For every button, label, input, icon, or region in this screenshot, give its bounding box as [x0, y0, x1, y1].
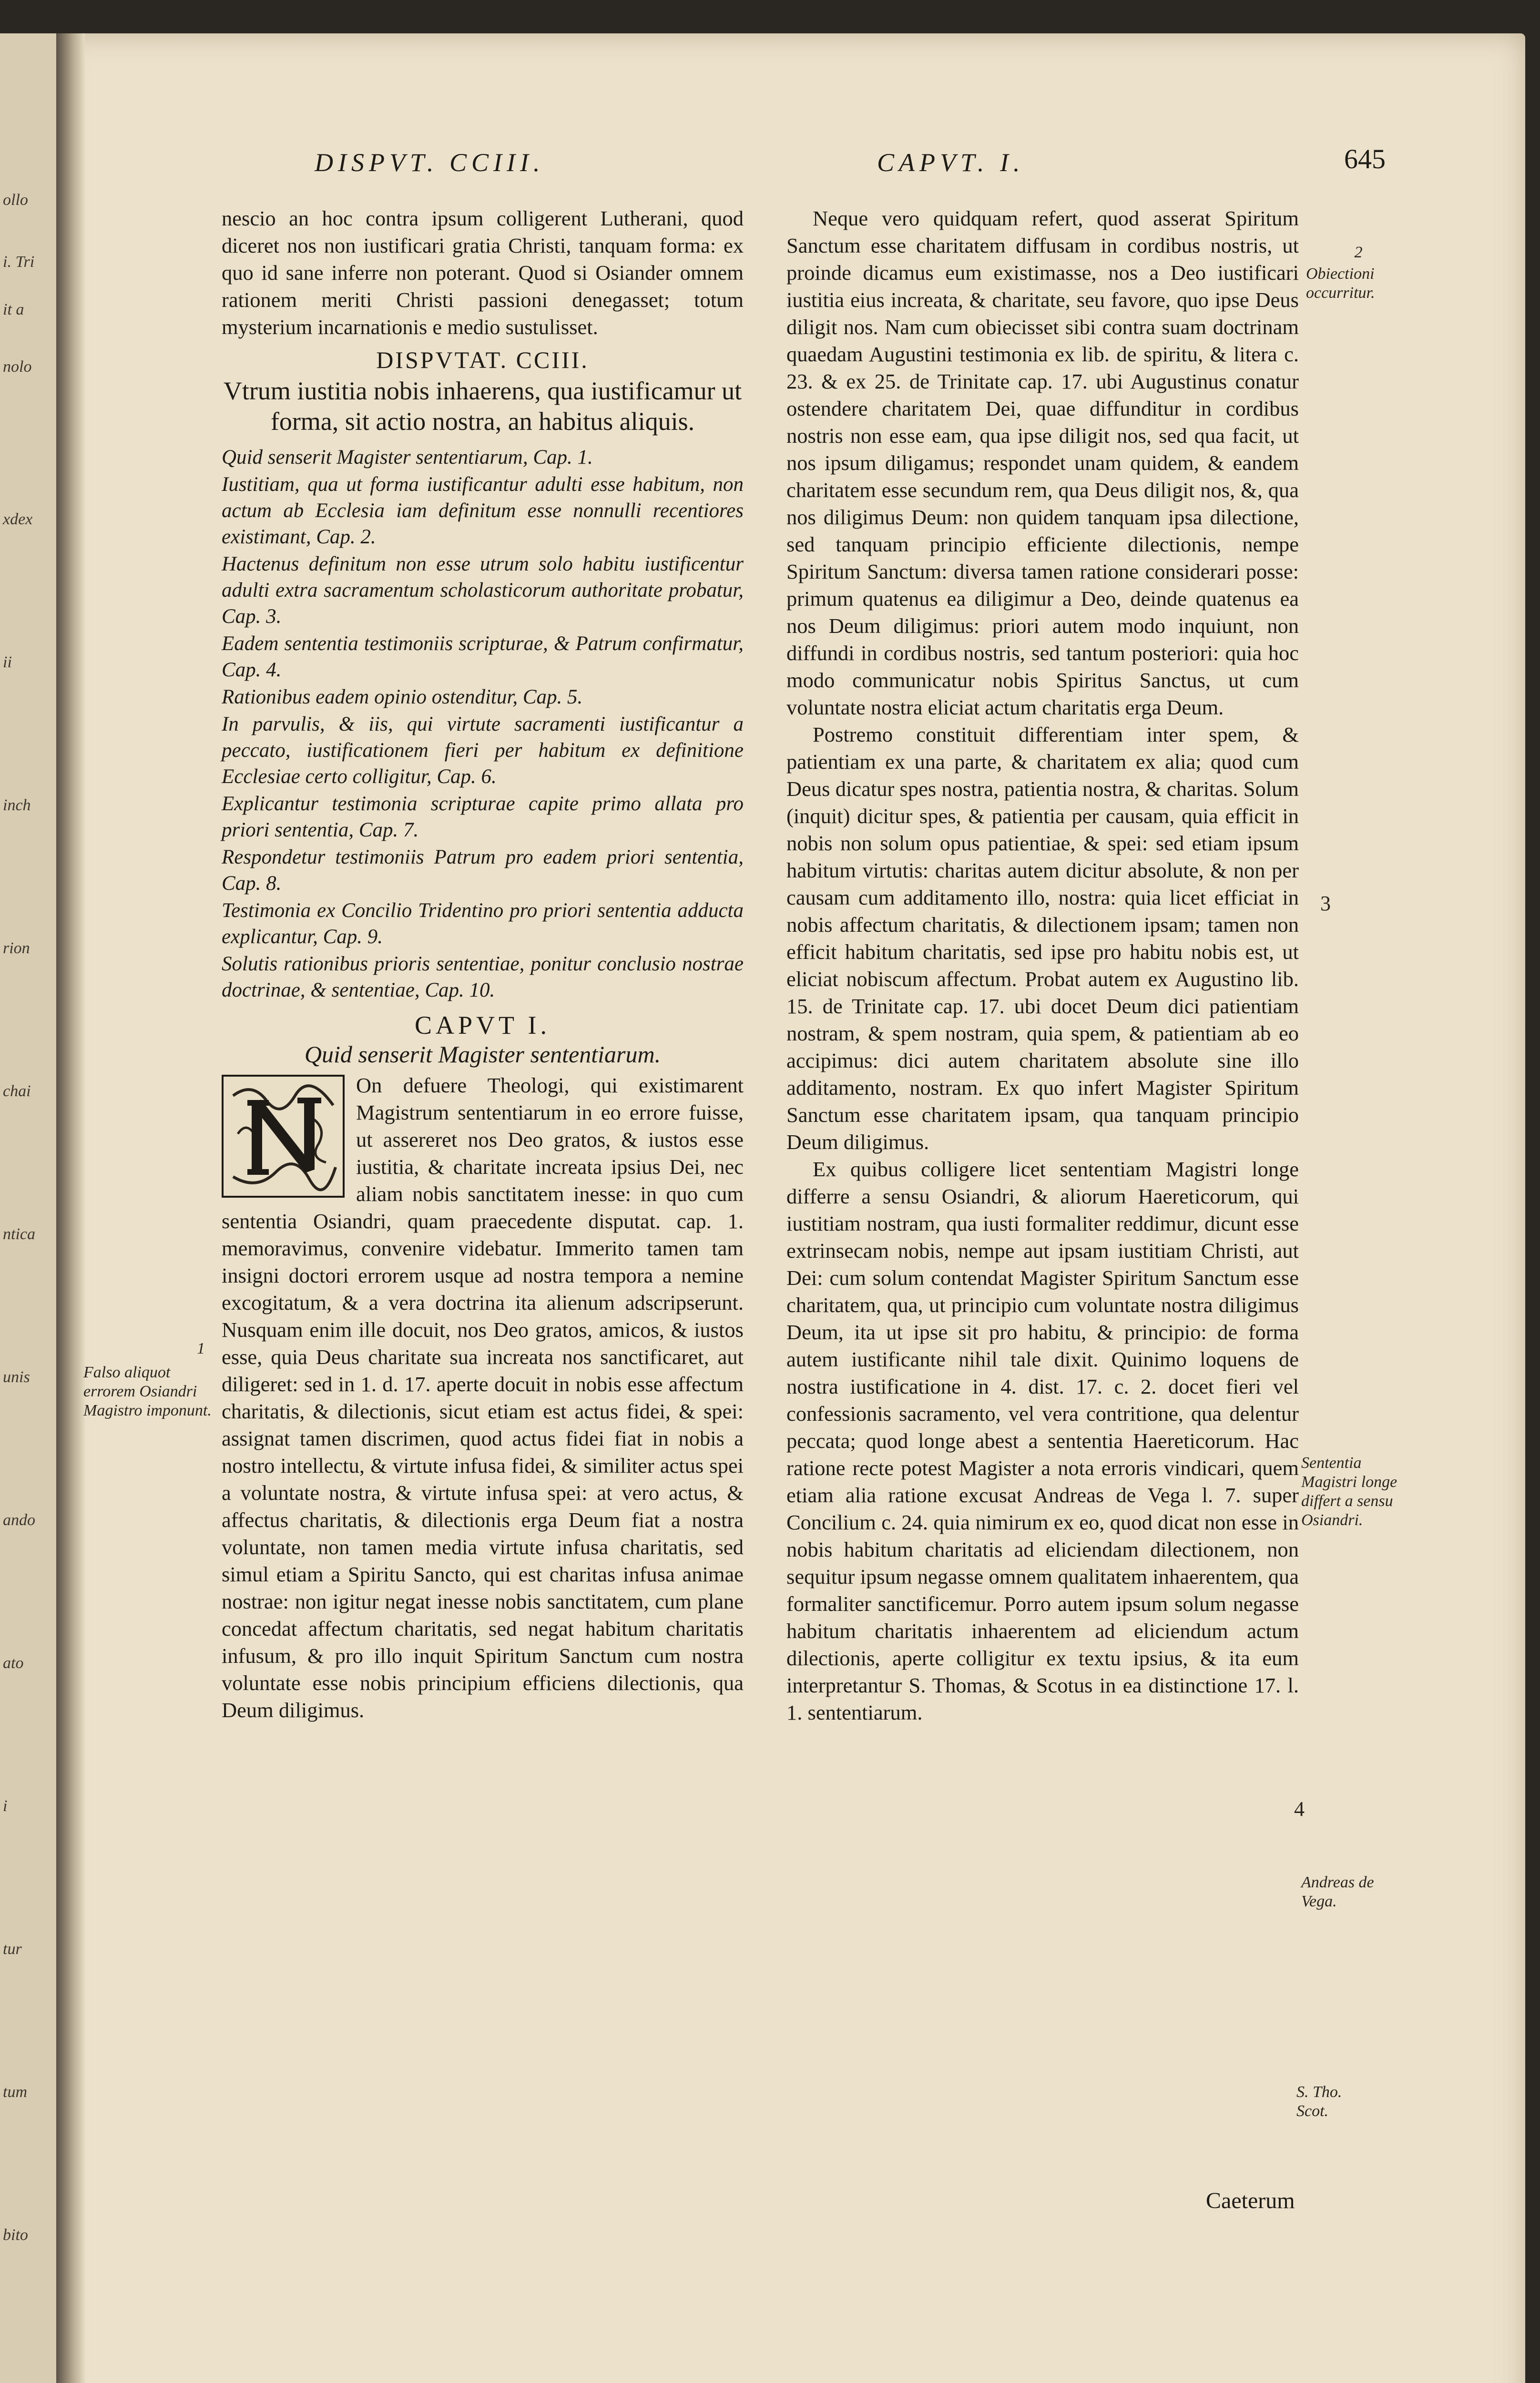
opening-lines: nescio an hoc contra ipsum colligerent Lutherani, quod diceret nos non iustificari gratia Christi, tanquam forma: ex quo id sane inferre non poterant. Quod si Osiander omnem rationem meriti Christi passioni denegasset; totum mysterium incarnationis e medio sustulisset.: [222, 206, 744, 339]
paragraph: Neque vero quidquam refert, quod asserat Spiritum Sanctum esse charitatem diffusam in cordibus nostris, ut proinde dicamus eum existimasse, nos a Deo iustificari iustitia eius increata, & charitate, seu favore, quo ipse Deus diligit nos. Nam cum obiecisset sibi contra suam doctrinam quaedam Augustini testimonia ex lib. de spiritu, & litera c. 23. & ex 25. de Trinitate cap. 17. ubi Augustinus conatur ostendere charitatem Dei, quae diffunditur in cordibus nostris non esse eam, qua ipse diligit nos, sed qua facit, ut nos ipsum diligamus; respondet unam quidem, & eandem charitatem esse secundum rem, qua Deus diligit nos, &, qua nos diligimus Deum: non quidem tanquam ipsa dilectione, sed tanquam principio efficiente dilectionis, nempe Spiritum Sanctum: diversa tamen ratione considerari posse: primum quatenus ea diligimur a Deo, deinde quatenus ea nos Deum diligimus: priori autem modo inquiunt, non diffundi in cordibus nostris, sed tantum posteriori: quia hoc modo communicatur nobis Spiritus Sanctus, ut cum voluntate nostra eliciat actum charitatis erga Deum.: [786, 206, 1299, 719]
facing-fragment: unis: [3, 1368, 30, 1386]
facing-fragment: ato: [3, 1654, 24, 1672]
contents-entry: Hactenus definitum non esse utrum solo habitu iustificentur adulti extra sacramentum scholasticorum authoritate probatur, Cap. 3.: [222, 553, 744, 628]
contents-entry: Explicantur testimonia scripturae capite primo allata pro priori sententia, Cap. 7.: [222, 793, 744, 841]
facing-fragment: rion: [3, 939, 30, 957]
contents-entry: Testimonia ex Concilio Tridentino pro priori sententia adducta explicantur, Cap. 9.: [222, 899, 744, 948]
margin-note: Falso aliquot errorem Osiandri Magistro imponunt.: [83, 1364, 212, 1419]
margin-note: S. Tho. Scot.: [1296, 2083, 1342, 2120]
facing-fragment: tur: [3, 1940, 22, 1958]
facing-fragment: ando: [3, 1511, 35, 1529]
book-gutter: [56, 33, 85, 2383]
chapter-body: On defuere Theologi, qui existimarent Magistrum sententiarum in eo errore fuisse, ut assereret nos Deo gratos, & iustos esse iustitia, & charitate increata ipsius Dei, nec aliam nobis sanctitatem inesse: in quo cum sententia Osiandri, quam praecedente disputat. cap. 1. memoravimus, convenire videbatur. Immerito tamen tam insigni doctori errorem usque ad nostra tempora a nemine excogitatum, & a vera doctrina ita alienum adscripserunt. Nusquam enim ille docuit, nos Deo gratos, amicos, & iustos esse, quia Deus charitate sua increata nos sanctificaret, aut diligeret: sed in 1. d. 17. aperte docuit in nobis esse affectum charitatis, & dilectionis, sicut etiam est actus fidei, & spei: assignat tamen discrimen, quod actus fidei fiat in nobis a nostro intellectu, & virtute infusa fidei, & similiter actus spei a voluntate nostra, & virtute infusa spei: at vero actus, & affectus charitatis, & dilectionis erga Deum fiat a nostra voluntate, non tamen media virtute infusa charitatis, sed simul etiam a Spiritu Sancto, qui est charitas infusa animae nostrae: non igitur negat inesse nobis sanctitatem, cum plane concedat affectum charitatis, sed negat habitum charitatis infusum, & pro illo inquit Spiritum Sanctum cum nostra voluntate esse nobis principium efficiens dilectionis, qua Deum diligimus.: [222, 1073, 744, 1722]
margin-note: Andreas de Vega.: [1301, 1874, 1374, 1910]
margin-note: Sententia Magistri longe differt a sensu Osiandri.: [1301, 1454, 1397, 1529]
disputation-question: Vtrum iustitia nobis inhaerens, qua iustificamur ut forma, sit actio nostra, an habitus aliquis.: [223, 377, 742, 436]
facing-fragment: i: [3, 1797, 8, 1815]
decorated-initial-n: [222, 1075, 345, 1198]
facing-fragment: chai: [3, 1082, 31, 1100]
page-number: 645: [1344, 143, 1386, 174]
margin-note: Obiectioni occurritur.: [1306, 265, 1375, 302]
facing-fragment: nolo: [3, 358, 32, 376]
facing-fragment: ntica: [3, 1225, 35, 1243]
facing-fragment: inch: [3, 796, 31, 814]
running-head-right: CAPVT. I.: [877, 148, 1025, 177]
chapter-heading: CAPVT I.: [414, 1011, 551, 1039]
left-column: [222, 205, 744, 1724]
facing-fragment: ii: [3, 653, 12, 671]
facing-fragment: it a: [3, 301, 24, 318]
contents-entry: Eadem sententia testimoniis scripturae, & Patrum confirmatur, Cap. 4.: [222, 632, 744, 681]
contents-entry: Iustitiam, qua ut forma iustificantur adulti esse habitum, non actum ab Ecclesia iam definitum esse nonnulli recentiores existimant, Cap. 2.: [222, 473, 744, 548]
paragraph: Postremo constituit differentiam inter spem, & patientiam ex una parte, & charitatem ex alia; quod cum Deus dicatur spes nostra, patientia nostra, & charitas. Solum (inquit) dicitur spes, & patientia per causam, quia efficit in nobis non solum opus patientiae, & spei: sed etiam ipsum habitum virtutis: charitas autem dicitur absolute, & non per causam cum additamento illo, nostra: quia licet efficiat in nobis affectum charitatis, & dilectionem ipsam; tamen non efficit habitum charitatis, sed ipse pro habitu nobis est, ut eliciat nobiscum affectum. Probat autem ex Augustino lib. 15. de Trinitate cap. 17. ubi docet Deum dici patientiam nostram, & spem nostram, quia spem, & patientiam ab eo accipimus: dici autem charitatem absolute sine illo additamento, nostram. Ex quo infert Magister Spiritum Sanctum esse charitatem ipsam, qua tanquam principio Deum diligimus.: [786, 723, 1299, 1154]
contents-entry: Solutis rationibus prioris sententiae, ponitur conclusio nostrae doctrinae, & sententiae, Cap. 10.: [222, 953, 744, 1001]
right-column: [786, 205, 1299, 1726]
margin-note-number: 4: [1294, 1797, 1305, 1821]
running-head-left: DISPVT. CCIII.: [315, 148, 545, 177]
paragraph: Ex quibus colligere licet sententiam Magistri longe differre a sensu Osiandri, & aliorum Haereticorum, qui iustitiam nostram, qua iusti formaliter reddimur, dicunt esse extrinsecam nobis, nempe aut ipsam iustitiam Christi, aut Dei: cum solum contendat Magister Spiritum Sanctum esse charitatem, qua, ut principio cum voluntate nostra diligimus Deum, ita ut ipse sit pro habitu, & principio: de forma autem iustificante nihil tale dixit. Quinimo loquens de nostra iustificatione in 4. dist. 17. c. 2. docet fieri vel confessionis sacramento, vel vera contritione, qua delentur peccata; quod longe abest a sententia Haereticorum. Hac ratione recte potest Magister a nota erroris vindicari, quem etiam alia ratione excusat Andreas de Vega l. 7. super Concilium c. 24. quia nimirum ex eo, quod dicat non esse in nobis habitum charitatis ad eliciendam dilectionem, non sequitur ipsum negasse omnem qualitatem inhaerentem, qua formaliter sanctificemur. Porro autem ipsum solum negasse habitum charitatis inhaerentem ad eliciendum actum dilectionis, aperte colligitur ex textu ipsius, & ita eum interpretantur S. Thomas, & Scotus in ea distinctione 17. l. 1. sententiarum.: [786, 1157, 1299, 1724]
facing-fragment: bito: [3, 2226, 28, 2244]
margin-note-number: 3: [1320, 892, 1331, 915]
initial-n-icon: [224, 1077, 343, 1196]
facing-fragment: xdex: [3, 510, 33, 528]
margin-note-number: 1: [197, 1340, 205, 1357]
facing-fragment: i. Tri: [3, 253, 35, 271]
disputation-heading: DISPVTAT. CCIII.: [376, 346, 589, 373]
facing-fragment: tum: [3, 2083, 27, 2101]
facing-page-edge: [0, 33, 60, 2383]
chapter-subheading: Quid senserit Magister sententiarum.: [304, 1041, 661, 1068]
contents-entry: In parvulis, & iis, qui virtute sacramenti iustificantur a peccato, iustificationem fieri per habitum ex definitione Ecclesiae certo colligitur, Cap. 6.: [222, 713, 744, 788]
facing-fragment: ollo: [3, 191, 28, 209]
chapter-contents: [222, 444, 744, 1003]
contents-entry: Rationibus eadem opinio ostenditur, Cap. 5.: [222, 686, 583, 708]
contents-entry: Quid senserit Magister sententiarum, Cap. 1.: [222, 446, 593, 468]
catchword: Caeterum: [1206, 2188, 1295, 2213]
margin-note-number: 2: [1354, 244, 1363, 261]
contents-entry: Respondetur testimoniis Patrum pro eadem priori sententia, Cap. 8.: [222, 846, 744, 895]
